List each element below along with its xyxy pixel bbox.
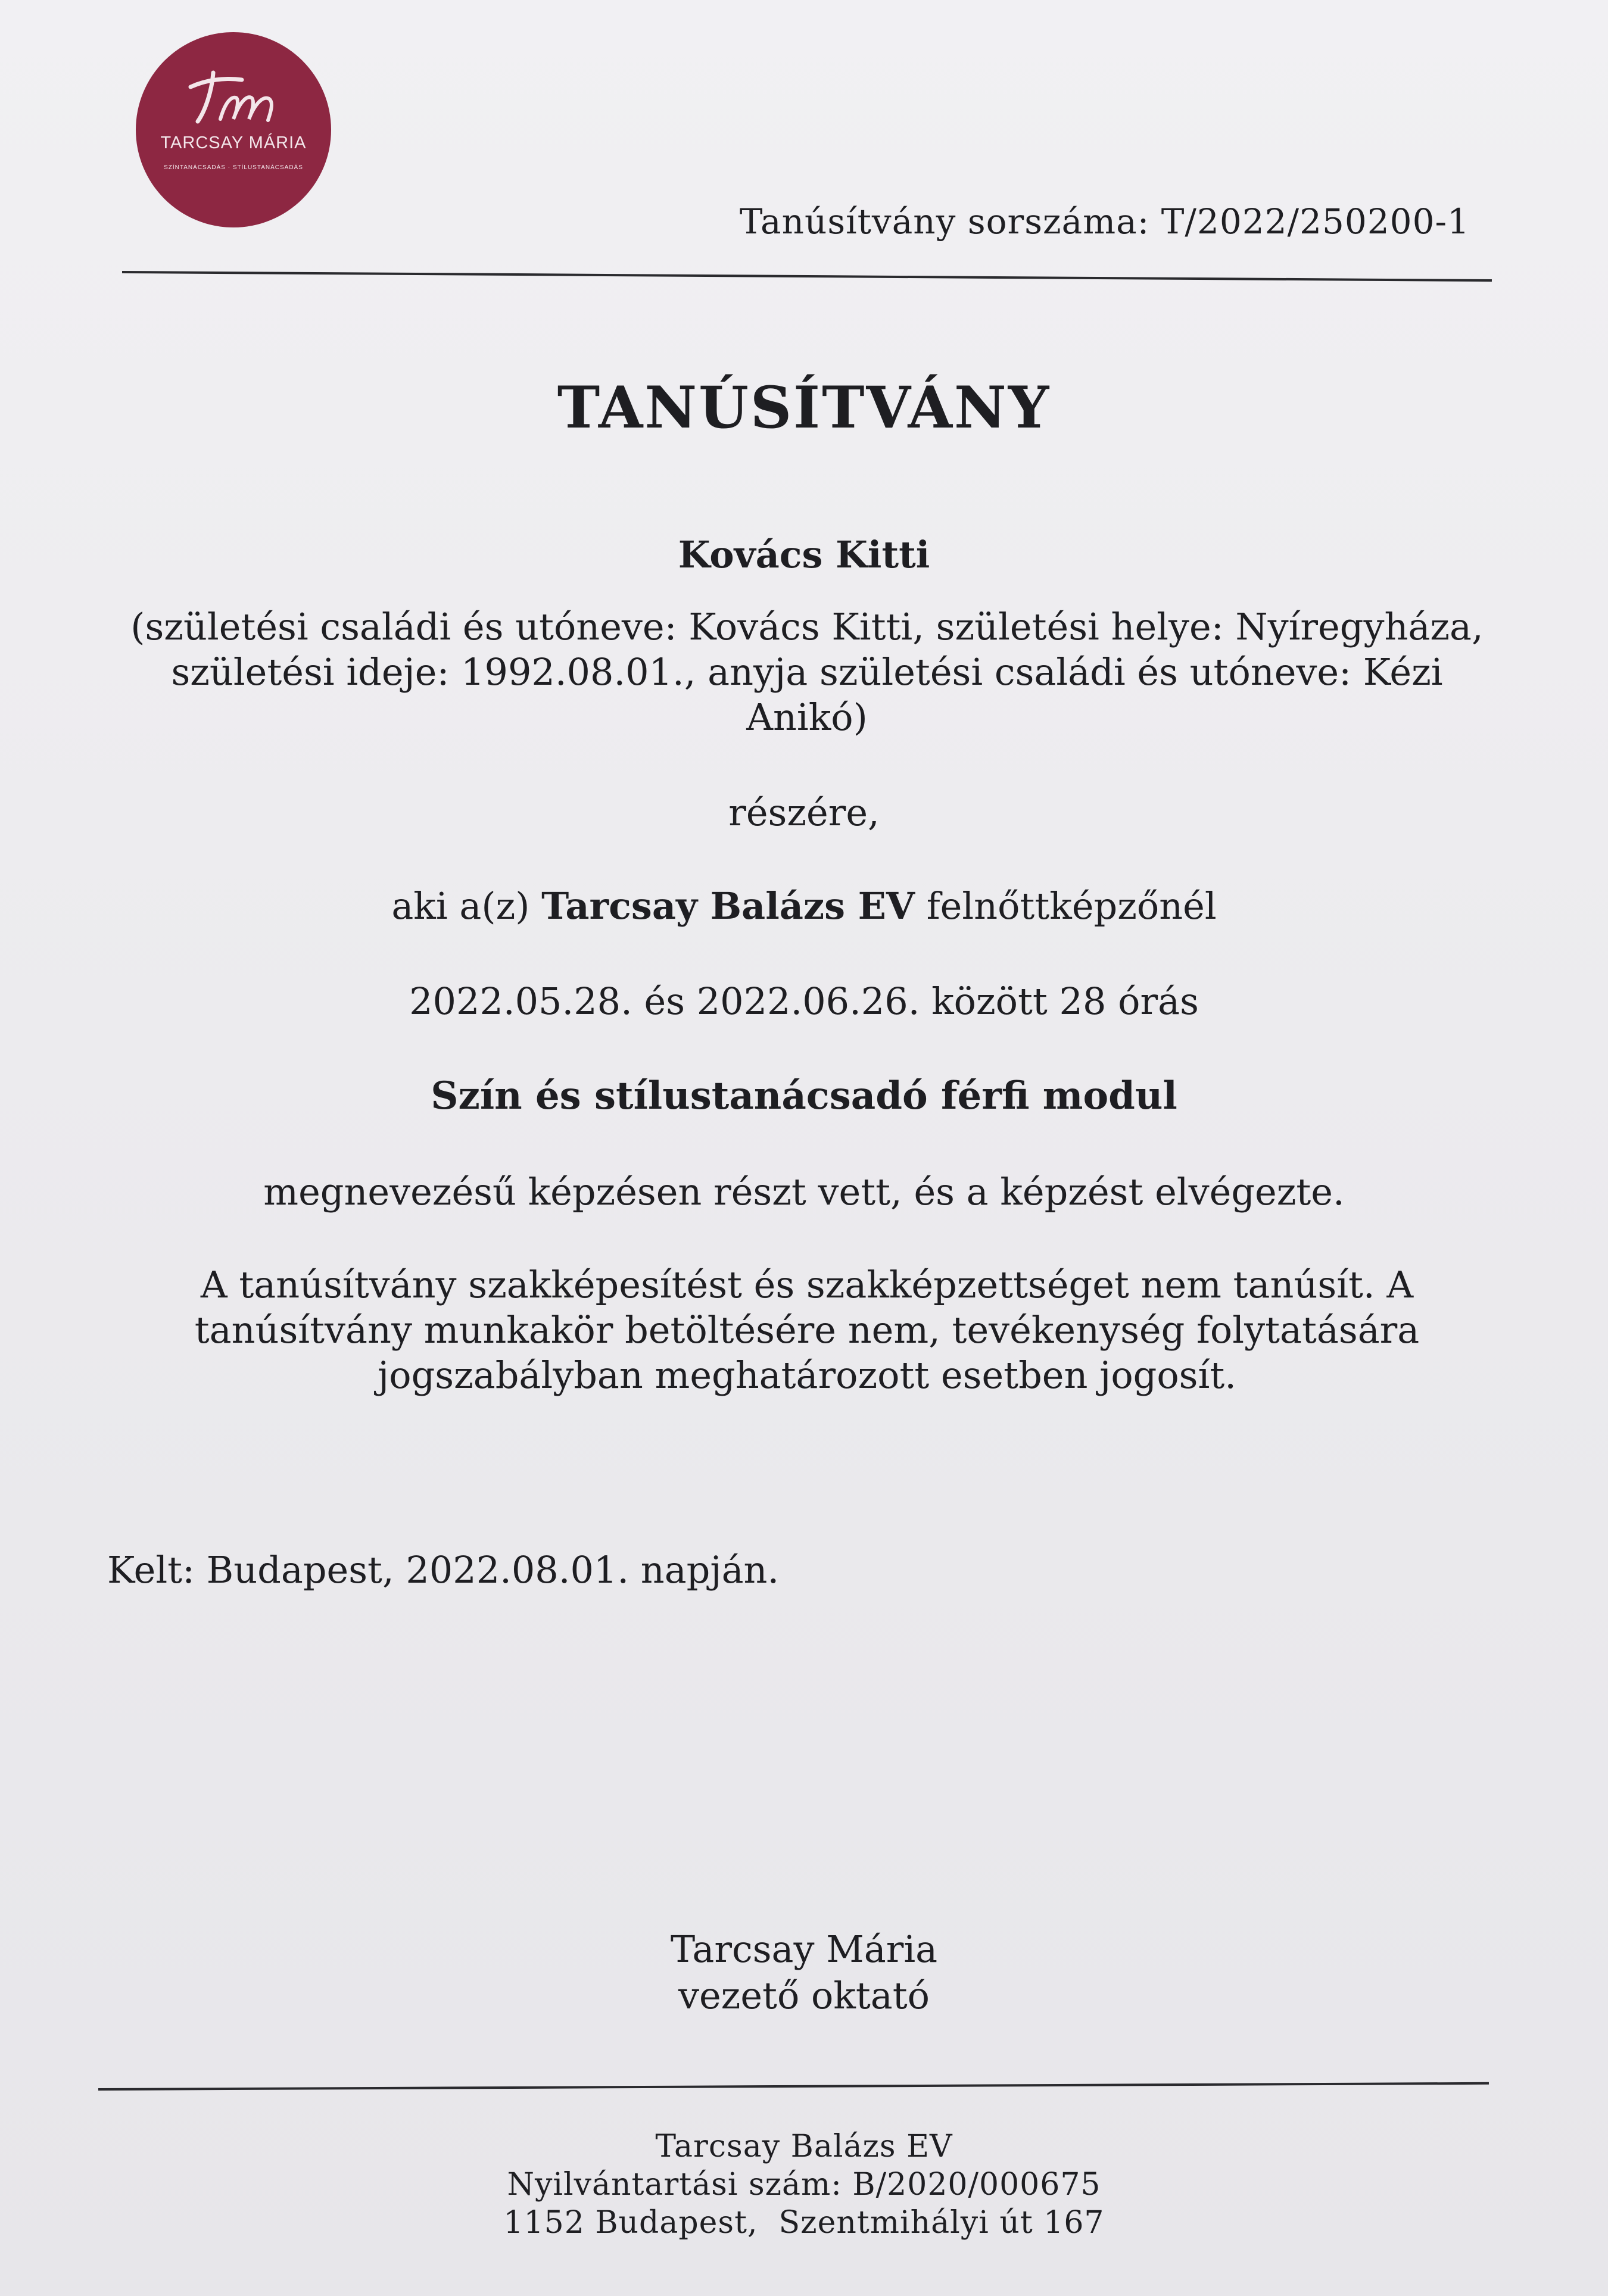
issued-line: Kelt: Budapest, 2022.08.01. napján. (107, 1548, 780, 1592)
footer (89, 2127, 1519, 2242)
footer-divider (98, 2082, 1489, 2091)
footer-address: 1152 Budapest, Szentmihályi út 167 (503, 2205, 1105, 2241)
logo-name: TARCSAY MÁRIA (160, 133, 307, 152)
recipient-details: (születési családi és utóneve: Kovács Kitti, születési helye: Nyíregyháza, születési ideje: 1992.08.01., anyja születési családi és utóneve: Kézi Anikó) (130, 605, 1484, 739)
footer-company: Tarcsay Balázs EV (655, 2129, 953, 2164)
recipient-name: Kovács Kitti (678, 533, 930, 576)
for-line: részére, (728, 791, 880, 834)
monogram-icon (136, 32, 331, 227)
footer-registration: Nyilvántartási szám: B/2020/000675 (507, 2167, 1101, 2203)
course-dates: 2022.05.28. és 2022.06.26. között 28 órás (409, 979, 1199, 1023)
signature-block (89, 1926, 1519, 2019)
course-name: Szín és stílustanácsadó férfi modul (431, 1074, 1177, 1118)
certificate-serial: Tanúsítvány sorszáma: T/2022/250200-1 (739, 201, 1470, 242)
trainer-suffix: felnőttképzőnél (926, 884, 1217, 928)
trainer-line (89, 884, 1519, 928)
page-title: TANÚSÍTVÁNY (557, 374, 1051, 441)
company-logo (136, 32, 331, 227)
disclaimer: A tanúsítvány szakképesítést és szakképzettséget nem tanúsít. A tanúsítvány munkakör betöltésére nem, tevékenység folytatására jogszabályban meghatározott esetben jogosít. (194, 1263, 1420, 1397)
header-divider (122, 271, 1492, 282)
trainer-prefix: aki a(z) (391, 884, 530, 928)
logo-tagline: SZÍNTANÁCSADÁS · STÍLUSTANÁCSADÁS (164, 164, 303, 171)
trainer-name: Tarcsay Balázs EV (541, 884, 915, 928)
signer-name: Tarcsay Mária (670, 1927, 938, 1971)
signer-role: vezető oktató (678, 1974, 930, 2017)
completion-line: megnevezésű képzésen részt vett, és a képzést elvégezte. (263, 1170, 1345, 1213)
